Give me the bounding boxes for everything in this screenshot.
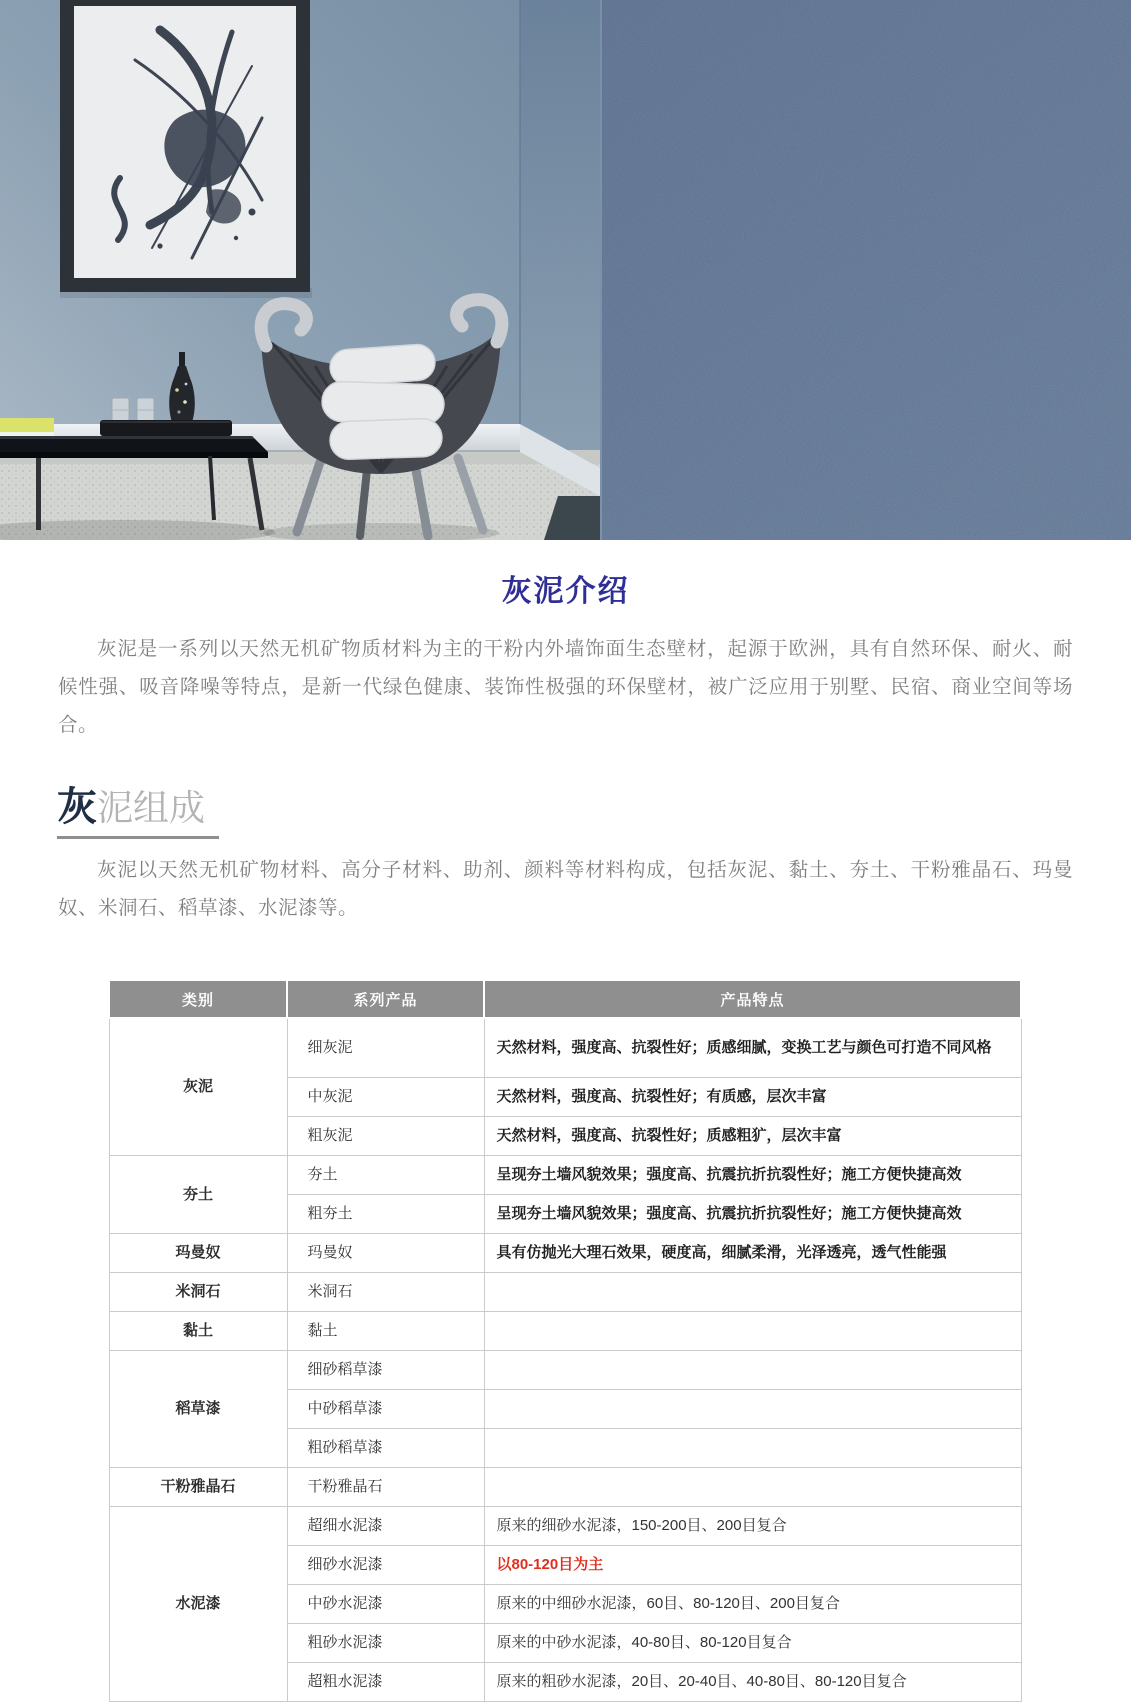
- features-cell: [484, 1390, 1021, 1429]
- table-row: [109, 1351, 1021, 1390]
- product-cell: 超细水泥漆: [287, 1507, 484, 1546]
- heading-underline: [57, 836, 219, 839]
- category-cell: 米洞石: [109, 1273, 287, 1312]
- category-cell: 水泥漆: [109, 1507, 287, 1702]
- wall-art: [60, 0, 312, 298]
- features-cell: 天然材料，强度高、抗裂性好；质感粗犷，层次丰富: [484, 1117, 1021, 1156]
- product-cell: 超粗水泥漆: [287, 1663, 484, 1702]
- table-leg: [36, 458, 41, 530]
- product-cell: 细灰泥: [287, 1018, 484, 1078]
- tray-rim: [102, 421, 230, 423]
- panel-edge: [600, 0, 602, 540]
- product-table: [108, 979, 1022, 1702]
- features-cell: 呈现夯土墙风貌效果；强度高、抗震抗折抗裂性好；施工方便快捷高效: [484, 1156, 1021, 1195]
- header-product-features: 产品特点: [484, 980, 1021, 1018]
- hero-image: [0, 0, 1131, 540]
- product-cell: 夯土: [287, 1156, 484, 1195]
- features-cell: 原来的中细砂水泥漆，60目、80-120目、200目复合: [484, 1585, 1021, 1624]
- product-cell: 粗砂稻草漆: [287, 1429, 484, 1468]
- product-cell: 中砂稻草漆: [287, 1390, 484, 1429]
- category-cell: 稻草漆: [109, 1351, 287, 1468]
- features-cell: 以80-120目为主: [484, 1546, 1021, 1585]
- section-heading-rest: 泥组成: [97, 787, 206, 828]
- features-cell: 天然材料，强度高、抗裂性好；质感细腻，变换工艺与颜色可打造不同风格: [484, 1018, 1021, 1078]
- table-top-highlight: [0, 436, 255, 439]
- features-cell: 原来的粗砂水泥漆，20目、20-40目、40-80目、80-120目复合: [484, 1663, 1021, 1702]
- product-cell: 粗砂水泥漆: [287, 1624, 484, 1663]
- product-cell: 粗灰泥: [287, 1117, 484, 1156]
- features-cell: [484, 1468, 1021, 1507]
- product-table-head: [109, 980, 1021, 1018]
- section-heading-accent: 灰: [57, 785, 97, 829]
- hero-photo: [0, 0, 1131, 540]
- plaster-shade: [600, 0, 1131, 540]
- section-heading: [57, 784, 1131, 830]
- product-cell: 粗夯土: [287, 1195, 484, 1234]
- product-cell: 米洞石: [287, 1273, 484, 1312]
- features-cell: [484, 1351, 1021, 1390]
- page-title: 灰泥介绍: [501, 575, 630, 608]
- product-cell: 干粉雅晶石: [287, 1468, 484, 1507]
- category-cell: 夯土: [109, 1156, 287, 1234]
- table-edge: [0, 452, 268, 458]
- features-cell: [484, 1429, 1021, 1468]
- features-cell: 天然材料，强度高、抗裂性好；有质感，层次丰富: [484, 1078, 1021, 1117]
- seat-cushions: [321, 343, 444, 460]
- table-row: [109, 1507, 1021, 1546]
- category-cell: 黏土: [109, 1312, 287, 1351]
- product-cell: 中灰泥: [287, 1078, 484, 1117]
- features-cell: [484, 1312, 1021, 1351]
- features-cell: [484, 1273, 1021, 1312]
- product-cell: 玛曼奴: [287, 1234, 484, 1273]
- product-cell: 黏土: [287, 1312, 484, 1351]
- header-category: 类别: [109, 980, 287, 1018]
- category-cell: 干粉雅晶石: [109, 1468, 287, 1507]
- table-header-row: [109, 980, 1021, 1018]
- product-cell: 中砂水泥漆: [287, 1585, 484, 1624]
- header-series-product: 系列产品: [287, 980, 484, 1018]
- intro-paragraph: 灰泥是一系列以天然无机矿物质材料为主的干粉内外墙饰面生态壁材，起源于欧洲，具有自然环保、耐火、耐候性强、吸音降噪等特点，是新一代绿色健康、装饰性极强的环保壁材，被广泛应用于别墅、民宿、商业空间等场合。: [58, 638, 1073, 736]
- features-cell: 具有仿抛光大理石效果，硬度高，细腻柔滑，光泽透亮，透气性能强: [484, 1234, 1021, 1273]
- composition-paragraph: 灰泥以天然无机矿物材料、高分子材料、助剂、颜料等材料构成，包括灰泥、黏土、夯土、干粉雅晶石、玛曼奴、米洞石、稻草漆、水泥漆等。: [58, 859, 1073, 919]
- product-cell: 细砂水泥漆: [287, 1546, 484, 1585]
- features-cell: 原来的中砂水泥漆，40-80目、80-120目复合: [484, 1624, 1021, 1663]
- product-table-body: [109, 1018, 1021, 1702]
- table-row: [109, 1273, 1021, 1312]
- table-row: [109, 1312, 1021, 1351]
- features-cell: 呈现夯土墙风貌效果；强度高、抗震抗折抗裂性好；施工方便快捷高效: [484, 1195, 1021, 1234]
- plaster-texture-panel: [600, 0, 1131, 540]
- table-row: [109, 1468, 1021, 1507]
- table-row: [109, 1234, 1021, 1273]
- table-row: [109, 1018, 1021, 1078]
- book: [0, 418, 54, 432]
- features-cell: 原来的细砂水泥漆，150-200目、200目复合: [484, 1507, 1021, 1546]
- category-cell: 玛曼奴: [109, 1234, 287, 1273]
- category-cell: 灰泥: [109, 1018, 287, 1156]
- product-cell: 细砂稻草漆: [287, 1351, 484, 1390]
- table-row: [109, 1156, 1021, 1195]
- room-scene: [0, 0, 600, 540]
